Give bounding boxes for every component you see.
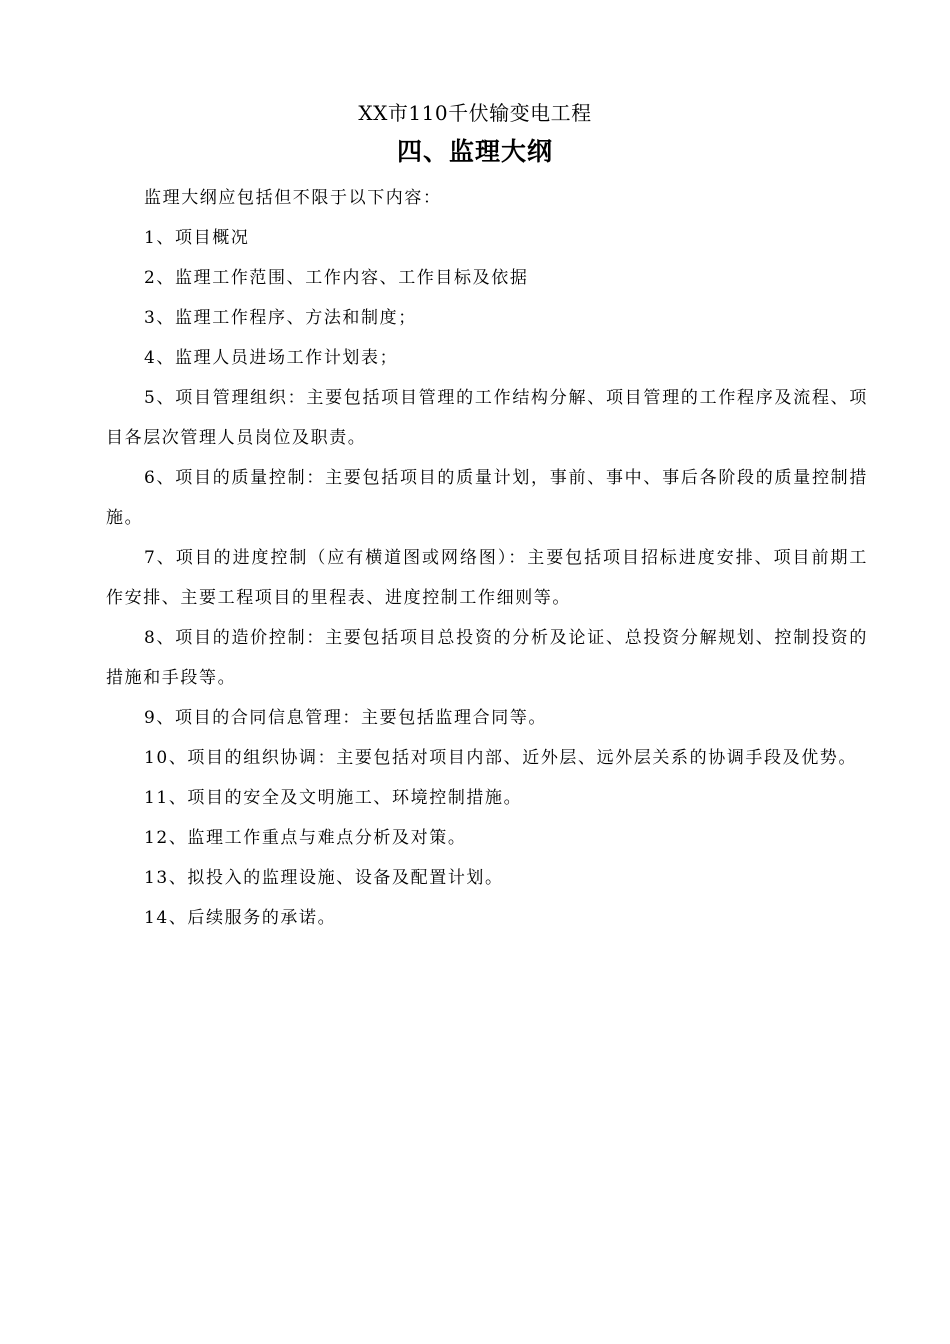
list-item-3: 3、监理工作程序、方法和制度； xyxy=(144,308,417,328)
project-title: XX市110千伏输变电工程 xyxy=(358,101,592,125)
list-item-6: 6、项目的质量控制：主要包括项目的质量计划，事前、事中、事后各阶段的质量控制措施。 xyxy=(106,468,868,528)
intro-paragraph: 监理大纲应包括但不限于以下内容： xyxy=(144,188,442,208)
list-item-8: 8、项目的造价控制：主要包括项目总投资的分析及论证、总投资分解规划、控制投资的措施和手段等。 xyxy=(106,628,868,688)
list-item-10: 10、项目的组织协调：主要包括对项目内部、近外层、远外层关系的协调手段及优势。 xyxy=(144,748,858,768)
list-item-4: 4、监理人员进场工作计划表； xyxy=(144,348,399,368)
list-item-9: 9、项目的合同信息管理：主要包括监理合同等。 xyxy=(144,708,548,728)
list-item-1: 1、项目概况 xyxy=(144,228,250,248)
outline-body xyxy=(106,178,868,938)
list-item-13: 13、拟投入的监理设施、设备及配置计划。 xyxy=(144,868,504,888)
list-item-11: 11、项目的安全及文明施工、环境控制措施。 xyxy=(144,788,523,808)
list-item-2: 2、监理工作范围、工作内容、工作目标及依据 xyxy=(144,268,529,288)
list-item-14: 14、后续服务的承诺。 xyxy=(144,908,337,928)
list-item-7: 7、项目的进度控制（应有横道图或网络图）：主要包括项目招标进度安排、项目前期工作安排、主要工程项目的里程表、进度控制工作细则等。 xyxy=(106,548,868,608)
section-title: 四、监理大纲 xyxy=(396,137,553,166)
list-item-12: 12、监理工作重点与难点分析及对策。 xyxy=(144,828,467,848)
list-item-5: 5、项目管理组织：主要包括项目管理的工作结构分解、项目管理的工作程序及流程、项目各层次管理人员岗位及职责。 xyxy=(106,388,868,448)
